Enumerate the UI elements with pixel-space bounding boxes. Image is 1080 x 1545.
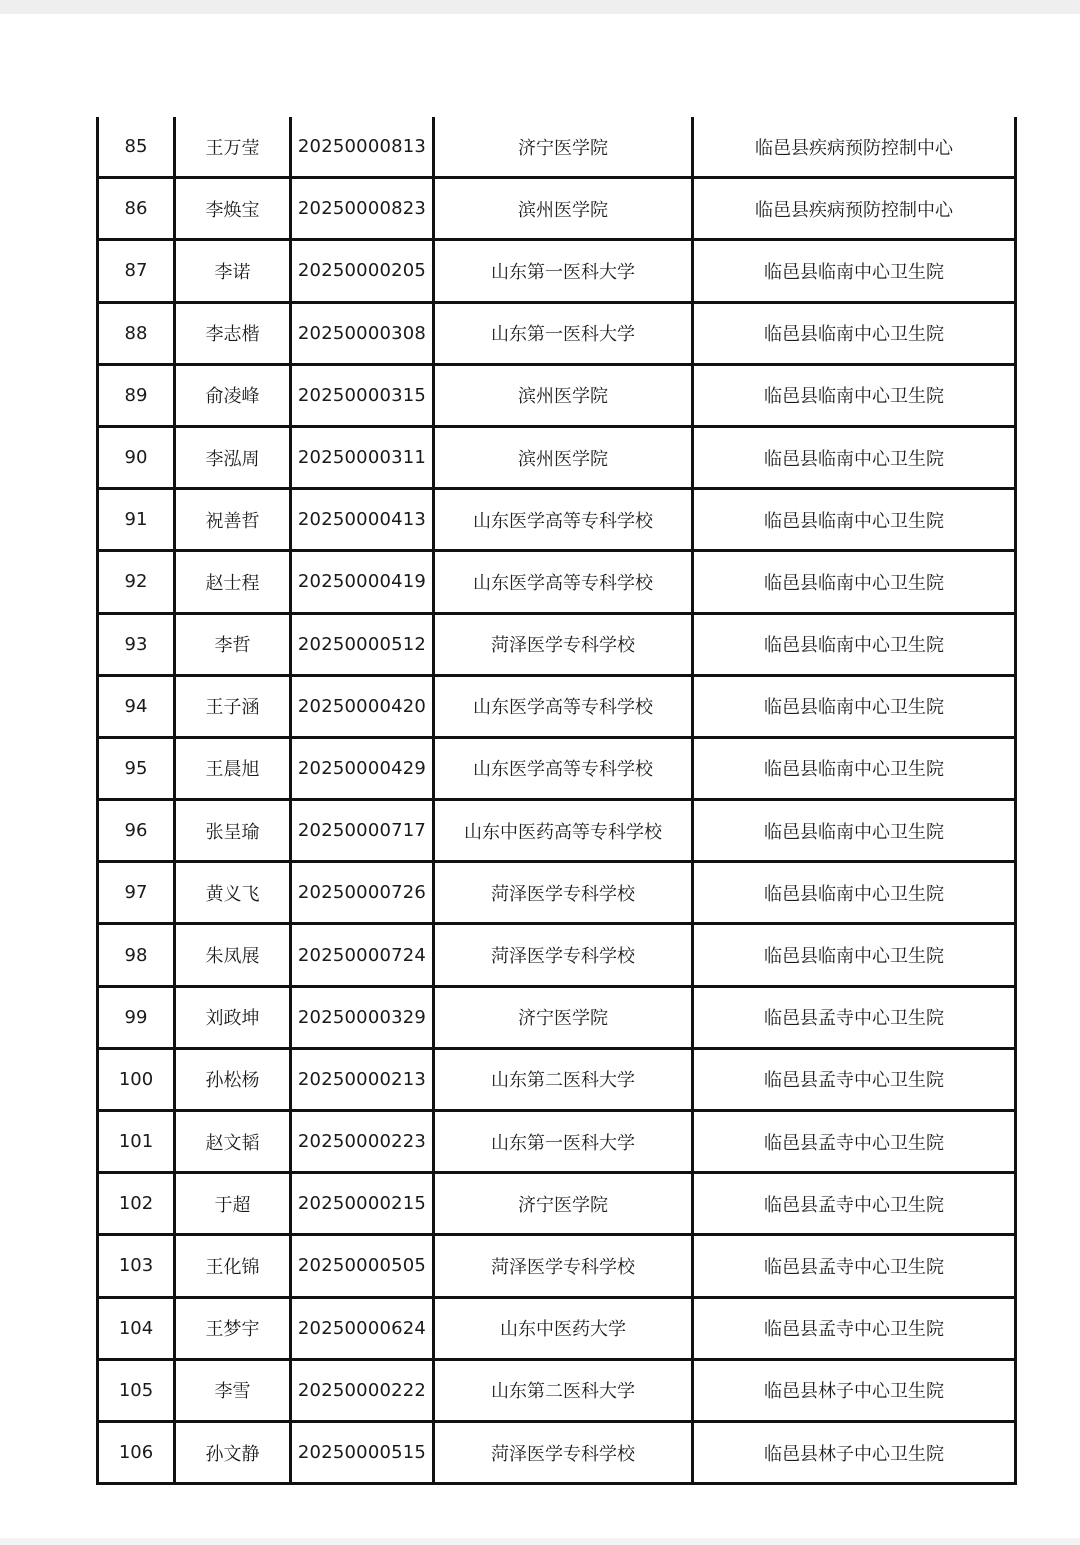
cell-exam-id: 20250000215 — [291, 1173, 434, 1235]
cell-unit: 临邑县临南中心卫生院 — [693, 862, 1016, 924]
cell-exam-id: 20250000512 — [291, 613, 434, 675]
cell-exam-id: 20250000515 — [291, 1421, 434, 1483]
cell-school: 山东中医药高等专科学校 — [434, 800, 693, 862]
cell-unit: 临邑县临南中心卫生院 — [693, 489, 1016, 551]
table-row — [98, 1297, 1016, 1359]
cell-unit: 临邑县孟寺中心卫生院 — [693, 1297, 1016, 1359]
cell-exam-id: 20250000205 — [291, 240, 434, 302]
cell-name: 王化锦 — [175, 1235, 291, 1297]
cell-school: 济宁医学院 — [434, 986, 693, 1048]
cell-name: 王梦宇 — [175, 1297, 291, 1359]
cell-serial-number: 92 — [98, 551, 175, 613]
cell-school: 山东第一医科大学 — [434, 240, 693, 302]
cell-name: 朱凤展 — [175, 924, 291, 986]
cell-unit: 临邑县临南中心卫生院 — [693, 364, 1016, 426]
cell-unit: 临邑县临南中心卫生院 — [693, 675, 1016, 737]
cell-name: 祝善哲 — [175, 489, 291, 551]
cell-school: 山东第一医科大学 — [434, 1111, 693, 1173]
cell-exam-id: 20250000717 — [291, 800, 434, 862]
cell-serial-number: 102 — [98, 1173, 175, 1235]
cell-exam-id: 20250000315 — [291, 364, 434, 426]
cell-school: 菏泽医学专科学校 — [434, 862, 693, 924]
cell-name: 刘政坤 — [175, 986, 291, 1048]
cell-name: 王晨旭 — [175, 737, 291, 799]
cell-exam-id: 20250000813 — [291, 117, 434, 178]
cell-school: 菏泽医学专科学校 — [434, 1235, 693, 1297]
cell-unit: 临邑县临南中心卫生院 — [693, 551, 1016, 613]
cell-unit: 临邑县疾病预防控制中心 — [693, 178, 1016, 240]
cell-exam-id: 20250000823 — [291, 178, 434, 240]
cell-school: 山东医学高等专科学校 — [434, 675, 693, 737]
table-row — [98, 117, 1016, 178]
table-row — [98, 489, 1016, 551]
cell-exam-id: 20250000222 — [291, 1359, 434, 1421]
cell-name: 俞凌峰 — [175, 364, 291, 426]
cell-unit: 临邑县临南中心卫生院 — [693, 302, 1016, 364]
cell-unit: 临邑县孟寺中心卫生院 — [693, 1111, 1016, 1173]
table-row — [98, 986, 1016, 1048]
table-row — [98, 737, 1016, 799]
cell-unit: 临邑县临南中心卫生院 — [693, 240, 1016, 302]
cell-unit: 临邑县孟寺中心卫生院 — [693, 1048, 1016, 1110]
cell-unit: 临邑县临南中心卫生院 — [693, 924, 1016, 986]
table-row — [98, 1048, 1016, 1110]
cell-unit: 临邑县临南中心卫生院 — [693, 737, 1016, 799]
cell-unit: 临邑县临南中心卫生院 — [693, 800, 1016, 862]
cell-school: 山东医学高等专科学校 — [434, 489, 693, 551]
cell-exam-id: 20250000311 — [291, 426, 434, 488]
cell-exam-id: 20250000308 — [291, 302, 434, 364]
cell-serial-number: 104 — [98, 1297, 175, 1359]
document-page — [96, 117, 1014, 1485]
page-bottom-margin — [0, 1538, 1080, 1545]
cell-serial-number: 99 — [98, 986, 175, 1048]
cell-name: 孙松杨 — [175, 1048, 291, 1110]
cell-unit: 临邑县孟寺中心卫生院 — [693, 1173, 1016, 1235]
table-row — [98, 862, 1016, 924]
cell-unit: 临邑县疾病预防控制中心 — [693, 117, 1016, 178]
cell-school: 滨州医学院 — [434, 364, 693, 426]
cell-exam-id: 20250000505 — [291, 1235, 434, 1297]
cell-school: 菏泽医学专科学校 — [434, 924, 693, 986]
cell-name: 李泓周 — [175, 426, 291, 488]
cell-serial-number: 85 — [98, 117, 175, 178]
cell-exam-id: 20250000624 — [291, 1297, 434, 1359]
cell-serial-number: 88 — [98, 302, 175, 364]
cell-school: 滨州医学院 — [434, 178, 693, 240]
cell-school: 山东第二医科大学 — [434, 1359, 693, 1421]
cell-serial-number: 101 — [98, 1111, 175, 1173]
table-row — [98, 675, 1016, 737]
table-row — [98, 800, 1016, 862]
cell-name: 张呈瑜 — [175, 800, 291, 862]
cell-serial-number: 91 — [98, 489, 175, 551]
cell-name: 于超 — [175, 1173, 291, 1235]
cell-name: 黄义飞 — [175, 862, 291, 924]
cell-serial-number: 95 — [98, 737, 175, 799]
cell-school: 菏泽医学专科学校 — [434, 613, 693, 675]
cell-unit: 临邑县林子中心卫生院 — [693, 1421, 1016, 1483]
cell-name: 赵士程 — [175, 551, 291, 613]
cell-name: 李哲 — [175, 613, 291, 675]
cell-exam-id: 20250000724 — [291, 924, 434, 986]
cell-serial-number: 87 — [98, 240, 175, 302]
cell-unit: 临邑县孟寺中心卫生院 — [693, 986, 1016, 1048]
cell-unit: 临邑县临南中心卫生院 — [693, 613, 1016, 675]
cell-exam-id: 20250000726 — [291, 862, 434, 924]
cell-name: 孙文静 — [175, 1421, 291, 1483]
cell-name: 李雪 — [175, 1359, 291, 1421]
cell-exam-id: 20250000429 — [291, 737, 434, 799]
cell-exam-id: 20250000213 — [291, 1048, 434, 1110]
cell-school: 滨州医学院 — [434, 426, 693, 488]
table-row — [98, 1111, 1016, 1173]
page-top-margin — [0, 0, 1080, 14]
cell-exam-id: 20250000420 — [291, 675, 434, 737]
cell-serial-number: 96 — [98, 800, 175, 862]
cell-school: 济宁医学院 — [434, 1173, 693, 1235]
table-row — [98, 178, 1016, 240]
cell-serial-number: 90 — [98, 426, 175, 488]
cell-school: 山东第二医科大学 — [434, 1048, 693, 1110]
table-row — [98, 426, 1016, 488]
table-row — [98, 1235, 1016, 1297]
table-row — [98, 551, 1016, 613]
cell-name: 王子涵 — [175, 675, 291, 737]
table-row — [98, 1421, 1016, 1483]
cell-name: 王万莹 — [175, 117, 291, 178]
cell-unit: 临邑县孟寺中心卫生院 — [693, 1235, 1016, 1297]
cell-name: 李诺 — [175, 240, 291, 302]
cell-exam-id: 20250000419 — [291, 551, 434, 613]
cell-serial-number: 103 — [98, 1235, 175, 1297]
table-row — [98, 240, 1016, 302]
cell-serial-number: 100 — [98, 1048, 175, 1110]
cell-serial-number: 89 — [98, 364, 175, 426]
cell-serial-number: 98 — [98, 924, 175, 986]
cell-unit: 临邑县林子中心卫生院 — [693, 1359, 1016, 1421]
cell-name: 李焕宝 — [175, 178, 291, 240]
cell-school: 济宁医学院 — [434, 117, 693, 178]
cell-unit: 临邑县临南中心卫生院 — [693, 426, 1016, 488]
table-row — [98, 1173, 1016, 1235]
cell-exam-id: 20250000329 — [291, 986, 434, 1048]
cell-school: 山东第一医科大学 — [434, 302, 693, 364]
cell-serial-number: 105 — [98, 1359, 175, 1421]
cell-name: 赵文韬 — [175, 1111, 291, 1173]
cell-exam-id: 20250000413 — [291, 489, 434, 551]
cell-serial-number: 97 — [98, 862, 175, 924]
candidate-table — [96, 117, 1017, 1485]
table-row — [98, 302, 1016, 364]
table-row — [98, 924, 1016, 986]
cell-name: 李志楷 — [175, 302, 291, 364]
table-row — [98, 613, 1016, 675]
cell-school: 山东医学高等专科学校 — [434, 551, 693, 613]
cell-school: 山东医学高等专科学校 — [434, 737, 693, 799]
cell-serial-number: 86 — [98, 178, 175, 240]
cell-school: 山东中医药大学 — [434, 1297, 693, 1359]
cell-serial-number: 106 — [98, 1421, 175, 1483]
cell-exam-id: 20250000223 — [291, 1111, 434, 1173]
cell-serial-number: 93 — [98, 613, 175, 675]
cell-serial-number: 94 — [98, 675, 175, 737]
table-row — [98, 1359, 1016, 1421]
candidate-table-body — [98, 117, 1016, 1484]
cell-school: 菏泽医学专科学校 — [434, 1421, 693, 1483]
table-row — [98, 364, 1016, 426]
